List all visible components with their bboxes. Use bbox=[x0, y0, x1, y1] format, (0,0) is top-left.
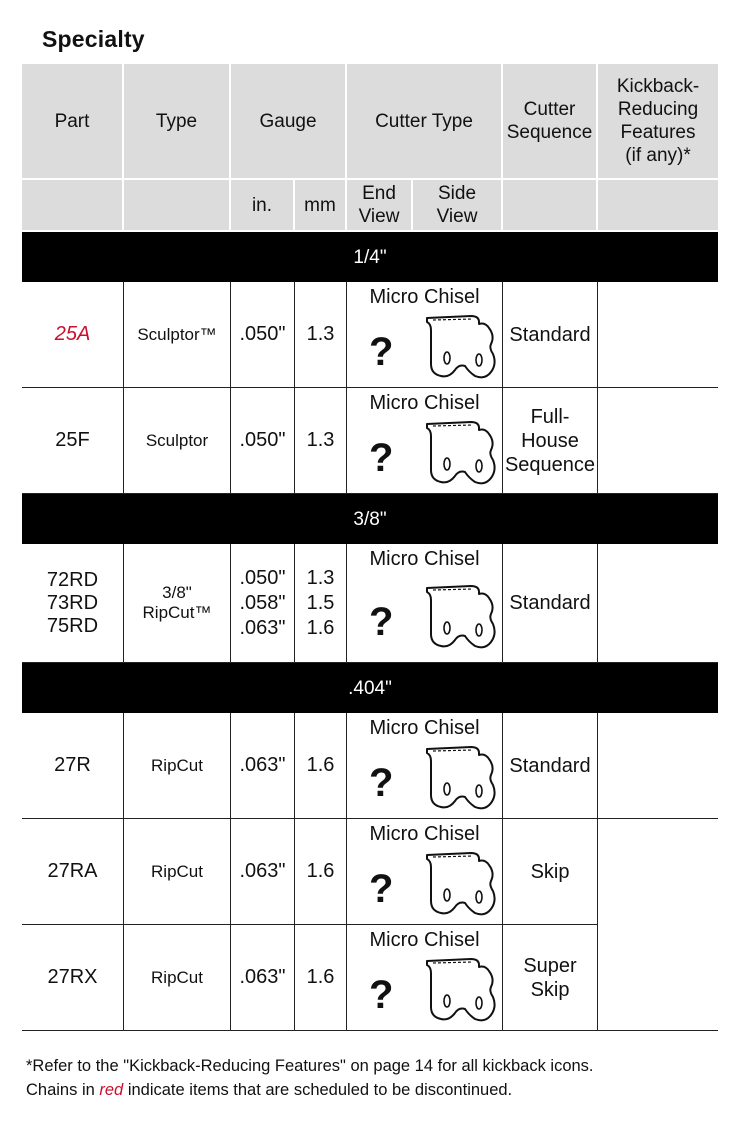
header-line: Kickback- bbox=[616, 76, 700, 97]
subheader-end-view bbox=[347, 180, 413, 232]
gauge-in-value: .063" bbox=[239, 754, 286, 776]
cell-gauge-in bbox=[231, 388, 295, 494]
cell-gauge-mm bbox=[295, 282, 347, 388]
cutter-side-svg bbox=[419, 314, 501, 382]
chain-type: RipCut bbox=[151, 862, 203, 881]
header-line: Sequence bbox=[506, 122, 593, 143]
cutter-type-label: Micro Chisel bbox=[369, 286, 480, 308]
cell-cutter-sequence bbox=[503, 282, 598, 388]
section-row bbox=[22, 663, 718, 713]
subheader-gauge-mm: mm bbox=[295, 180, 347, 232]
cell-kickback bbox=[598, 819, 718, 925]
cell-kickback bbox=[598, 925, 718, 1031]
cutter-side-svg bbox=[419, 957, 501, 1025]
header-type: Type bbox=[124, 64, 231, 180]
cell-gauge-in bbox=[231, 819, 295, 925]
section-label: .404" bbox=[22, 663, 718, 713]
header-row bbox=[22, 64, 718, 180]
cell-part bbox=[22, 388, 124, 494]
gauge-in-value: .050" bbox=[239, 323, 286, 345]
cutter-side-view-icon bbox=[419, 851, 501, 919]
cell-cutter-sequence bbox=[503, 713, 598, 819]
header-line: Features bbox=[620, 122, 696, 143]
gauge-mm-value: 1.3 bbox=[306, 323, 335, 345]
cutter-end-view-icon: ? bbox=[369, 761, 394, 805]
cell-cutter-sequence bbox=[503, 925, 598, 1031]
cutter-end-view-icon: ? bbox=[369, 973, 394, 1017]
cell-cutter-sequence bbox=[503, 388, 598, 494]
part-number: 72RD bbox=[46, 568, 99, 591]
cell-kickback bbox=[598, 388, 718, 494]
footnote-line-2 bbox=[26, 1078, 594, 1102]
footnote-red-word: red bbox=[99, 1081, 124, 1099]
subheader-empty bbox=[503, 180, 598, 232]
cell-gauge-mm bbox=[295, 713, 347, 819]
page-title: Specialty bbox=[42, 26, 145, 52]
cutter-side-view-icon bbox=[419, 745, 501, 813]
cutter-type-label: Micro Chisel bbox=[369, 823, 480, 845]
cell-part bbox=[22, 819, 124, 925]
cell-cutter-type bbox=[347, 282, 503, 388]
gauge-mm-value: 1.5 bbox=[306, 591, 335, 614]
cell-cutter-sequence bbox=[503, 544, 598, 663]
cell-part bbox=[22, 713, 124, 819]
cutter-end-view-icon: ? bbox=[369, 436, 394, 480]
gauge-mm-value: 1.3 bbox=[306, 566, 335, 589]
cutter-type-label: Micro Chisel bbox=[369, 392, 480, 414]
cutter-end-view-icon: ? bbox=[369, 867, 394, 911]
cutter-side-view-icon bbox=[419, 420, 501, 488]
subheader-side-view bbox=[413, 180, 503, 232]
cell-kickback bbox=[598, 713, 718, 819]
header-part: Part bbox=[22, 64, 124, 180]
gauge-in-value: .050" bbox=[239, 566, 286, 589]
cell-gauge-in bbox=[231, 925, 295, 1031]
cell-gauge-in bbox=[231, 713, 295, 819]
cell-type bbox=[124, 819, 231, 925]
specialty-table bbox=[22, 64, 718, 1031]
cell-cutter-type bbox=[347, 819, 503, 925]
cutter-side-svg bbox=[419, 745, 501, 813]
header-gauge: Gauge bbox=[231, 64, 347, 180]
cell-gauge-in bbox=[231, 282, 295, 388]
part-number: 27RX bbox=[47, 966, 98, 988]
chain-type: Sculptor bbox=[145, 431, 209, 450]
section-label: 1/4" bbox=[22, 232, 718, 282]
cutter-type-label: Micro Chisel bbox=[369, 548, 480, 570]
gauge-mm-value: 1.6 bbox=[306, 754, 335, 776]
subheader-empty bbox=[124, 180, 231, 232]
table-row bbox=[22, 544, 718, 663]
cutter-side-svg bbox=[419, 851, 501, 919]
cell-kickback bbox=[598, 282, 718, 388]
cell-part bbox=[22, 282, 124, 388]
header-line: Side bbox=[438, 183, 477, 204]
cutter-side-svg bbox=[419, 584, 501, 652]
sequence-line: Sequence bbox=[504, 453, 596, 476]
cell-cutter-type bbox=[347, 925, 503, 1031]
chain-type: RipCut™ bbox=[142, 603, 212, 622]
header-cutter-sequence bbox=[503, 64, 598, 180]
subheader-row bbox=[22, 180, 718, 232]
section-row bbox=[22, 232, 718, 282]
cell-type bbox=[124, 713, 231, 819]
cell-gauge-mm bbox=[295, 925, 347, 1031]
subheader-empty bbox=[22, 180, 124, 232]
sequence-line: Standard bbox=[509, 592, 591, 614]
cutter-type-label: Micro Chisel bbox=[369, 717, 480, 739]
cutter-type-label: Micro Chisel bbox=[369, 929, 480, 951]
sequence-line: Skip bbox=[530, 860, 570, 883]
cell-cutter-type bbox=[347, 388, 503, 494]
footnote-text: indicate items that are scheduled to be discontinued. bbox=[123, 1081, 513, 1099]
footnote-line-1: *Refer to the "Kickback-Reducing Features" on page 14 for all kickback icons. bbox=[26, 1057, 594, 1075]
sequence-line: Skip bbox=[530, 978, 570, 1001]
cutter-end-view-icon: ? bbox=[369, 600, 394, 644]
table-row bbox=[22, 282, 718, 388]
part-number: 25F bbox=[55, 429, 90, 451]
sequence-line: Super bbox=[523, 954, 577, 977]
cell-gauge-mm bbox=[295, 819, 347, 925]
gauge-mm-value: 1.6 bbox=[306, 616, 335, 639]
footnote bbox=[26, 1054, 594, 1102]
cell-cutter-sequence bbox=[503, 819, 598, 925]
header-line: End bbox=[362, 183, 396, 204]
gauge-in-value: .063" bbox=[239, 616, 286, 639]
table-row bbox=[22, 388, 718, 494]
header-cutter-type: Cutter Type bbox=[347, 64, 503, 180]
gauge-mm-value: 1.6 bbox=[306, 860, 335, 882]
cell-kickback bbox=[598, 544, 718, 663]
cell-cutter-type bbox=[347, 544, 503, 663]
cell-type bbox=[124, 544, 231, 663]
gauge-in-value: .063" bbox=[239, 860, 286, 882]
table-row bbox=[22, 819, 718, 925]
cell-gauge-in bbox=[231, 544, 295, 663]
cell-type bbox=[124, 388, 231, 494]
gauge-mm-value: 1.3 bbox=[306, 429, 335, 451]
table-row bbox=[22, 925, 718, 1031]
gauge-in-value: .050" bbox=[239, 429, 286, 451]
header-line: View bbox=[358, 206, 400, 227]
cell-cutter-type bbox=[347, 713, 503, 819]
subheader-gauge-in: in. bbox=[231, 180, 295, 232]
gauge-in-value: .063" bbox=[239, 966, 286, 988]
cutter-side-view-icon bbox=[419, 957, 501, 1025]
chain-type: RipCut bbox=[151, 756, 203, 775]
part-number: 73RD bbox=[46, 591, 99, 614]
cell-gauge-mm bbox=[295, 544, 347, 663]
header-line: Reducing bbox=[617, 99, 699, 120]
cell-part bbox=[22, 925, 124, 1031]
gauge-mm-value: 1.6 bbox=[306, 966, 335, 988]
cell-type bbox=[124, 282, 231, 388]
cell-gauge-mm bbox=[295, 388, 347, 494]
sequence-line: Standard bbox=[509, 754, 591, 777]
chain-type: Sculptor™ bbox=[137, 325, 217, 344]
sequence-line: Full- bbox=[530, 405, 570, 428]
table-row bbox=[22, 713, 718, 819]
cell-type bbox=[124, 925, 231, 1031]
part-number: 27RA bbox=[47, 860, 98, 882]
subheader-empty bbox=[598, 180, 718, 232]
sequence-line: House bbox=[521, 429, 579, 452]
cutter-end-view-icon: ? bbox=[369, 330, 394, 374]
section-label: 3/8" bbox=[22, 494, 718, 544]
chain-type: RipCut bbox=[151, 968, 203, 987]
header-line: Cutter bbox=[523, 99, 576, 120]
sequence-line: Standard bbox=[509, 323, 591, 346]
section-row bbox=[22, 494, 718, 544]
part-number: 27R bbox=[54, 754, 91, 776]
cutter-side-svg bbox=[419, 420, 501, 488]
chain-type: 3/8" bbox=[162, 583, 192, 602]
cell-part bbox=[22, 544, 124, 663]
gauge-in-value: .058" bbox=[239, 591, 286, 614]
part-number: 25A bbox=[54, 323, 91, 345]
cutter-side-view-icon bbox=[419, 314, 501, 382]
cutter-side-view-icon bbox=[419, 584, 501, 652]
header-kickback bbox=[598, 64, 718, 180]
header-line: View bbox=[436, 206, 478, 227]
footnote-text: Chains in bbox=[26, 1081, 100, 1099]
header-line: (if any)* bbox=[625, 145, 691, 166]
part-number: 75RD bbox=[46, 614, 99, 637]
